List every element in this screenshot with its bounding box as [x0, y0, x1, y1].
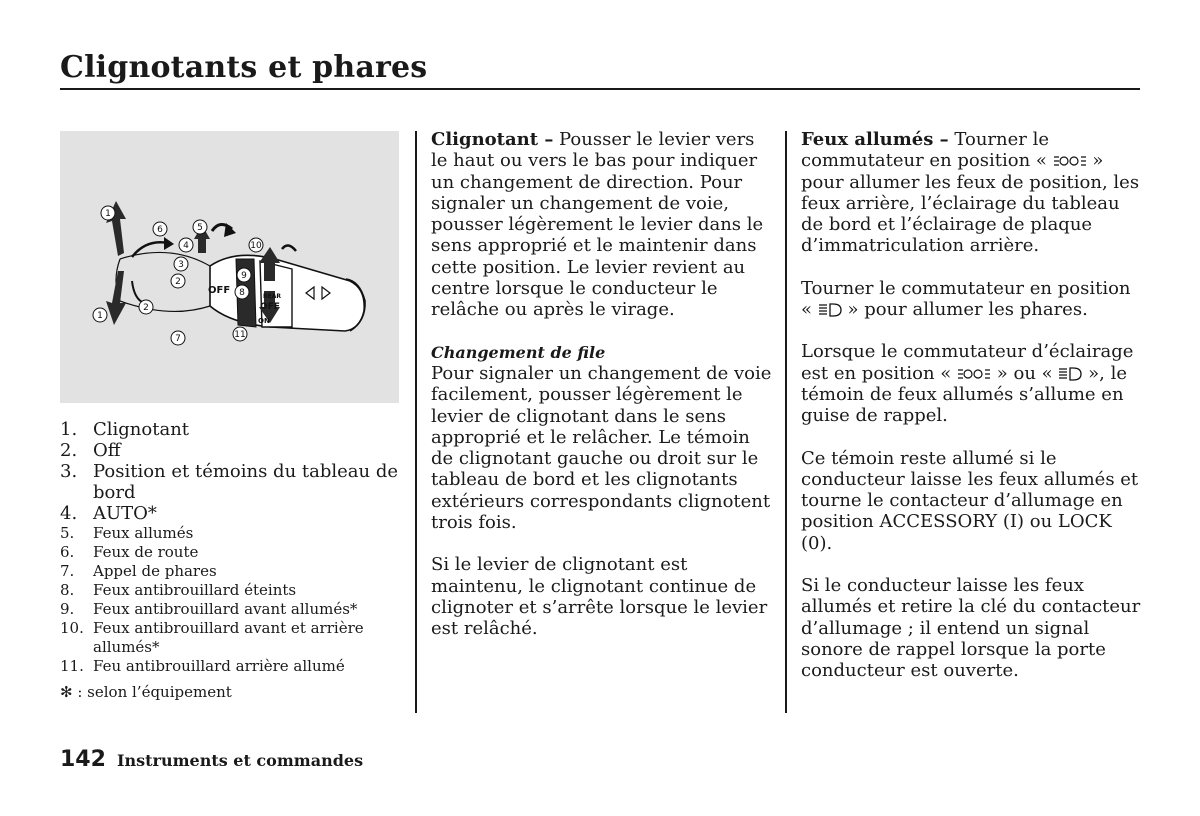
column-feux: [801, 129, 1143, 703]
paragraph: [801, 129, 1143, 257]
legend-item: [60, 600, 400, 619]
legend-text: Feu antibrouillard arrière allumé: [93, 657, 345, 675]
legend-num: 1.: [60, 419, 78, 440]
legend-text: Clignotant: [93, 419, 190, 440]
callout-number: 4: [183, 241, 189, 251]
paragraph-text: » pour allumer les feux de position, les feux arrière, l’éclairage du tableau de bord et l’éclairage de plaque d’immatriculation arrière.: [801, 150, 1140, 257]
legend-num: 9.: [60, 600, 75, 618]
paragraph-lead: Clignotant –: [431, 129, 554, 150]
legend-num: 3.: [60, 461, 78, 482]
column-divider: [785, 131, 787, 713]
legend-text: AUTO*: [93, 503, 157, 524]
column-clignotant: [431, 129, 773, 661]
callout-number: 5: [197, 223, 203, 233]
legend-item: [60, 524, 400, 543]
lever-label-on: ON: [258, 317, 270, 325]
legend-item: [60, 562, 400, 581]
legend-text: Off: [93, 440, 121, 461]
section-name: Instruments et commandes: [117, 751, 364, 770]
paragraph: Ce témoin reste allumé si le conducteur laisse les feux allumés et tourne le contacteur d’allumage en position ACCESSORY (I) ou LOCK (0).: [801, 447, 1139, 554]
legend-num: 10.: [60, 619, 84, 637]
callout-number: 7: [175, 334, 181, 344]
legend-num: 5.: [60, 524, 75, 542]
lever-drawing: [60, 131, 399, 403]
legend-item: [60, 543, 400, 562]
page-title: Clignotants et phares: [60, 50, 428, 85]
subheading: Changement de file: [431, 342, 606, 362]
legend-num: 8.: [60, 581, 75, 599]
legend-item: [60, 419, 400, 440]
callout-number: 1: [97, 311, 103, 321]
legend-text: Position et témoins du tableau de bord: [93, 461, 399, 503]
legend-text: Feux antibrouillard éteints: [93, 581, 297, 599]
callout-number: 2: [175, 277, 181, 287]
callout-number: 2: [143, 303, 149, 313]
legend-num: 7.: [60, 562, 75, 580]
footnote-text: : selon l’équipement: [77, 683, 232, 701]
page-number: 142: [60, 747, 106, 772]
callout-number: 11: [234, 330, 246, 340]
footnote: [60, 683, 232, 701]
paragraph-text: Tourner le commutateur en position «: [801, 277, 1131, 321]
lever-label-rear: REAR: [263, 293, 281, 300]
legend-item: [60, 461, 400, 503]
legend-text: Feux allumés: [93, 524, 194, 542]
legend-item: [60, 503, 400, 524]
paragraph: [801, 278, 1143, 321]
headlight-icon: [818, 303, 842, 317]
callout-number: 1: [105, 209, 111, 219]
legend-item: [60, 657, 400, 676]
legend-num: 11.: [60, 657, 84, 675]
paragraph-text: Tourner le commutateur en position «: [801, 129, 1053, 172]
legend-text: Appel de phares: [93, 562, 217, 580]
paragraph-text: », le témoin de feux allumés s’allume en guise de rappel.: [801, 362, 1127, 427]
legend-num: 4.: [60, 503, 78, 524]
legend-item: [60, 619, 400, 657]
asterisk-icon: ✻: [60, 683, 73, 701]
callout-number: 9: [241, 271, 247, 281]
paragraph: Pour signaler un changement de voie facilement, pousser légèrement le levier de clignotant dans le sens approprié et le relâcher. Le témoin de clignotant gauche ou droit sur le tableau de bord et les clignotants extérieurs correspondants clignotent trois fois.: [431, 362, 772, 534]
paragraph-text: » pour allumer les phares.: [841, 299, 1088, 321]
column-divider: [415, 131, 417, 713]
callout-number: 10: [250, 241, 262, 251]
legend-text: Feux antibrouillard avant allumés*: [93, 600, 358, 618]
callout-number: 8: [239, 288, 245, 298]
paragraph-text: Lorsque le commutateur d’éclairage est en position «: [801, 341, 1134, 384]
paragraph: Si le conducteur laisse les feux allumés et retire la clé du contacteur d’allumage ; il entend un signal sonore de rappel lorsque la porte conducteur est ouverte.: [801, 575, 1141, 682]
paragraph-text: Pousser le levier vers le haut ou vers le bas pour indiquer un changement de direction. Pour signaler un changement de voie, pousser légèrement le levier dans le sens approprié et le maintenir dans cette position. Le levier revient au centre lorsque le conducteur le relâche ou après le virage.: [431, 129, 764, 321]
callout-number: 3: [178, 260, 184, 270]
position-lights-icon: [1053, 154, 1087, 168]
paragraph: [431, 129, 773, 321]
legend-item: [60, 440, 400, 461]
legend-text: Feux antibrouillard avant et arrière allumés*: [93, 619, 364, 656]
lever-label-off-2: OFF: [260, 302, 280, 312]
lever-illustration: [60, 131, 399, 403]
paragraph-text: » ou «: [991, 362, 1059, 384]
legend-text: Feux de route: [93, 543, 199, 561]
paragraph: [801, 341, 1143, 426]
legend-num: 2.: [60, 440, 78, 461]
paragraph-lead: Feux allumés –: [801, 129, 949, 150]
headlight-icon: [1058, 367, 1082, 381]
title-rule: [60, 88, 1140, 90]
position-lights-icon: [957, 367, 991, 381]
paragraph: Si le levier de clignotant est maintenu, le clignotant continue de clignoter et s’arrête lorsque le levier est relâché.: [431, 554, 768, 640]
legend-num: 6.: [60, 543, 75, 561]
lever-label-off: OFF: [208, 285, 231, 296]
callout-number: 6: [157, 225, 163, 235]
figure-legend: [60, 419, 400, 676]
legend-item: [60, 581, 400, 600]
